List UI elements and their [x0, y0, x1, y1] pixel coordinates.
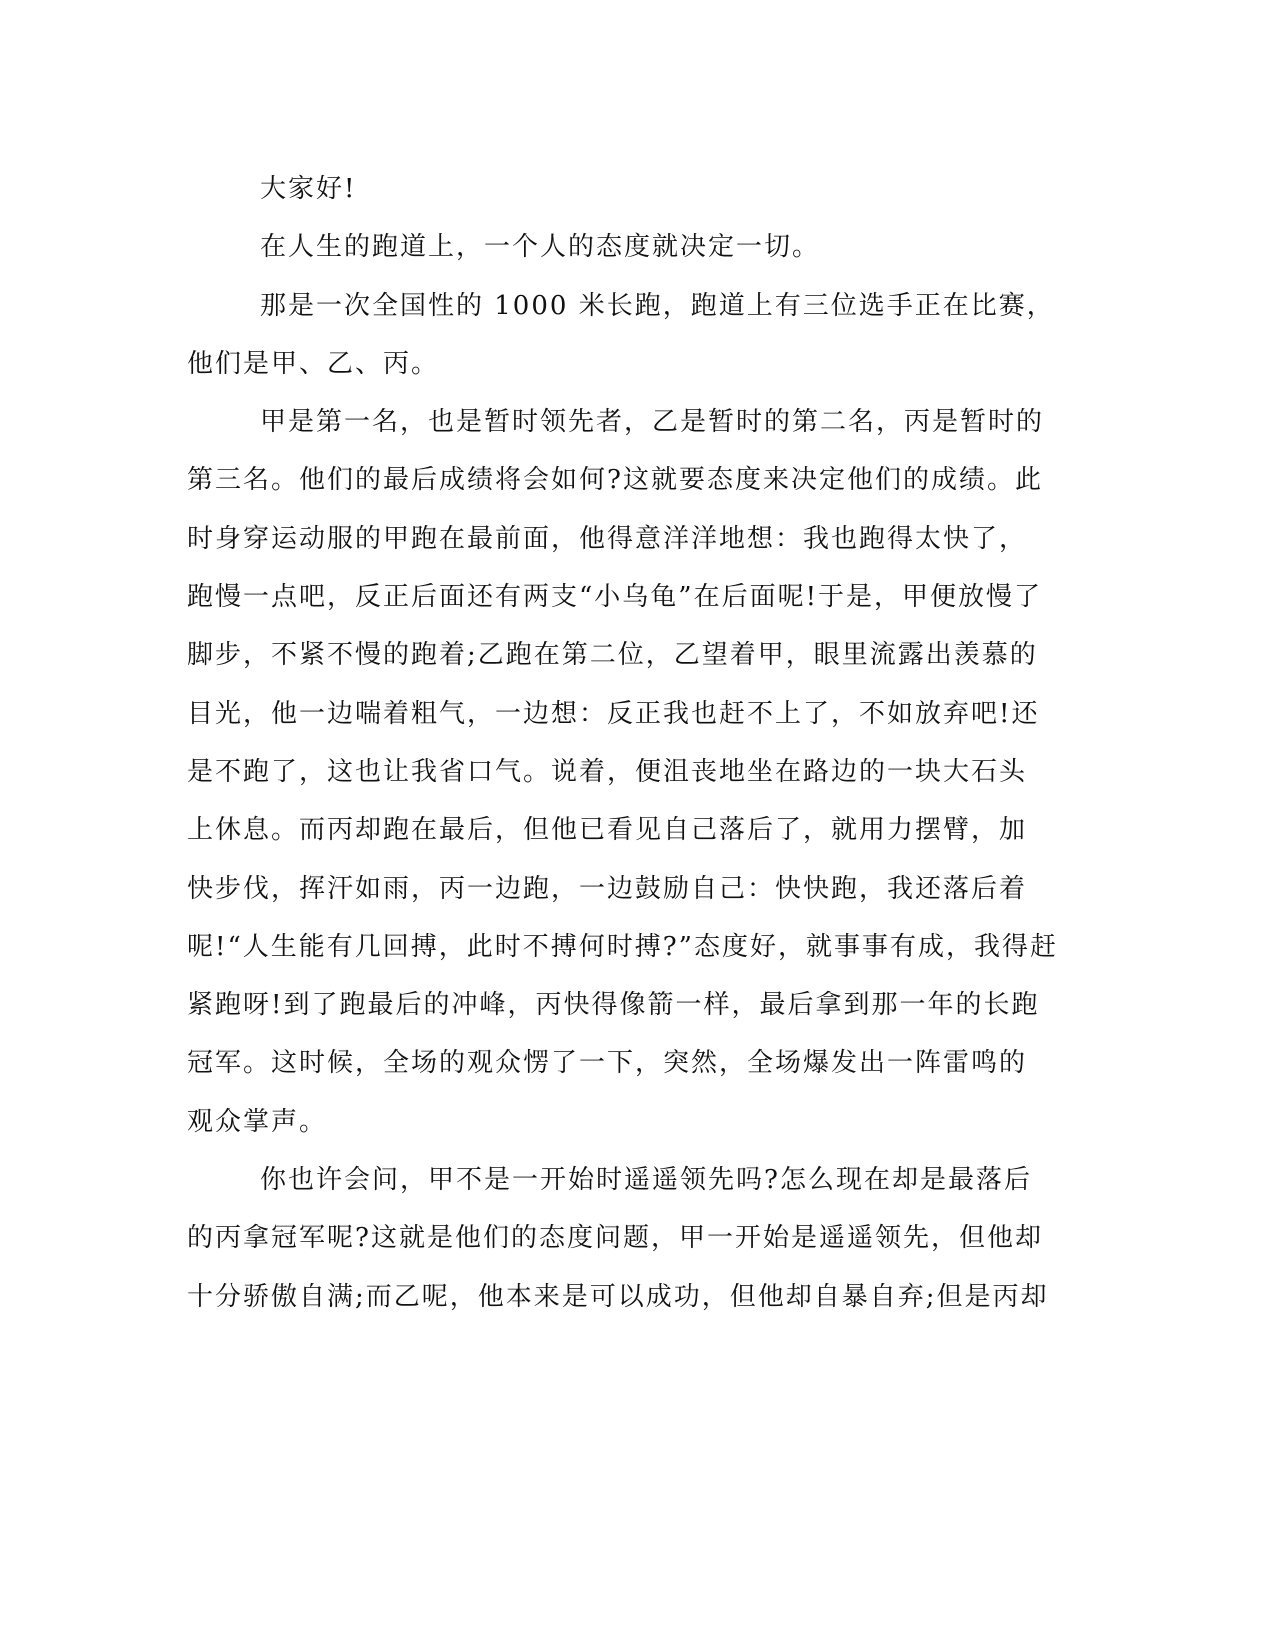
- paragraph-line: 观众掌声。: [187, 1106, 328, 1137]
- paragraph-line: 时身穿运动服的甲跑在最前面，他得意洋洋地想：我也跑得太快了，: [187, 523, 1028, 554]
- paragraph-line: 快步伐，挥汗如雨，丙一边跑，一边鼓励自己：快快跑，我还落后着: [187, 873, 1028, 904]
- paragraph-line: 他们是甲、乙、丙。: [187, 348, 440, 379]
- paragraph-line: 脚步，不紧不慢的跑着;乙跑在第二位，乙望着甲，眼里流露出羡慕的: [187, 640, 1038, 671]
- paragraph-line: 冠军。这时候，全场的观众愣了一下，突然，全场爆发出一阵雷鸣的: [187, 1048, 1028, 1079]
- thesis-line: 在人生的跑道上，一个人的态度就决定一切。: [260, 232, 821, 263]
- paragraph-line: 你也许会问，甲不是一开始时遥遥领先吗?怎么现在却是最落后: [260, 1165, 1032, 1196]
- paragraph-line: 目光，他一边喘着粗气，一边想：反正我也赶不上了，不如放弃吧!还: [187, 698, 1040, 729]
- paragraph-line: 那是一次全国性的 1000 米长跑，跑道上有三位选手正在比赛，: [260, 290, 1055, 321]
- paragraph-line: 跑慢一点吧，反正后面还有两支“小乌龟”在后面呢!于是，甲便放慢了: [187, 582, 1043, 613]
- paragraph-line: 甲是第一名，也是暂时领先者，乙是暂时的第二名，丙是暂时的: [260, 407, 1045, 438]
- paragraph-line: 呢!“人生能有几回搏，此时不搏何时搏?”态度好，就事事有成，我得赶: [187, 931, 1058, 962]
- paragraph-line: 第三名。他们的最后成绩将会如何?这就要态度来决定他们的成绩。此: [187, 465, 1043, 496]
- paragraph-line: 紧跑呀!到了跑最后的冲峰，丙快得像箭一样，最后拿到那一年的长跑: [187, 990, 1040, 1021]
- paragraph-line: 上休息。而丙却跑在最后，但他已看见自己落后了，就用力摆臂，加: [187, 815, 1028, 846]
- paragraph-line: 是不跑了，这也让我省口气。说着，便沮丧地坐在路边的一块大石头: [187, 756, 1028, 787]
- speech-body: [187, 160, 1058, 1326]
- greeting-line: 大家好!: [260, 174, 357, 204]
- paragraph-line: 的丙拿冠军呢?这就是他们的态度问题，甲一开始是遥遥领先，但他却: [187, 1223, 1043, 1254]
- paragraph-line: 十分骄傲自满;而乙呢，他本来是可以成功，但他却自暴自弃;但是丙却: [187, 1281, 1049, 1312]
